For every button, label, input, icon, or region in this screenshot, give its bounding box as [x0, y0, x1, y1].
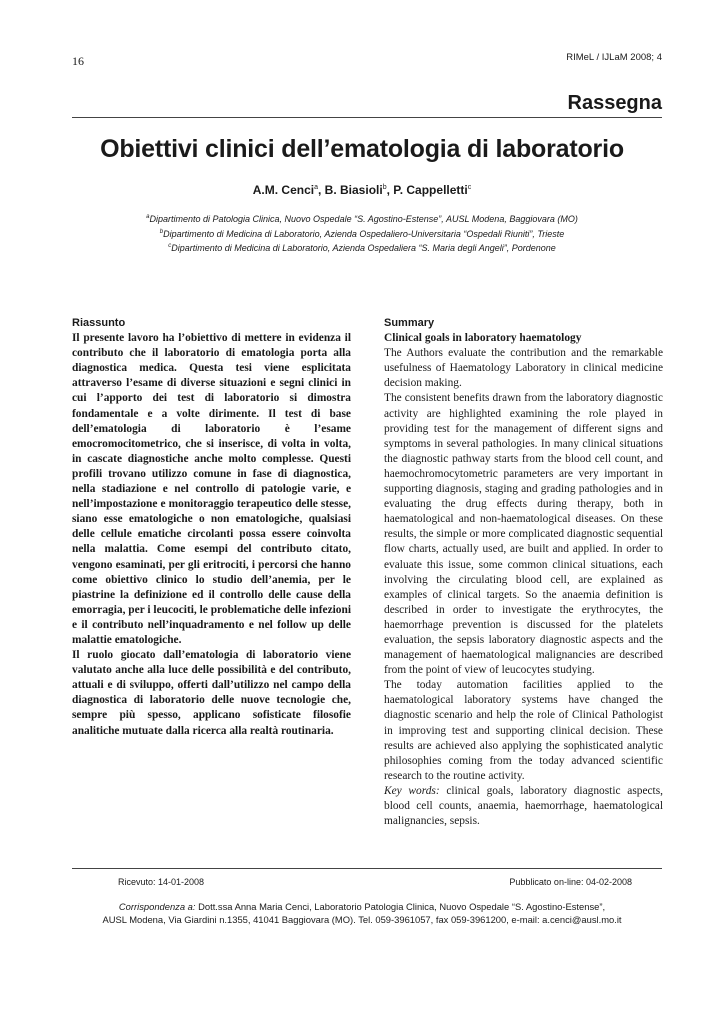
affiliation: [0, 240, 724, 255]
section-label: Rassegna: [567, 92, 662, 114]
author-separator: ,: [386, 183, 394, 197]
correspondence: [0, 901, 724, 926]
author-name: B. Biasioli: [324, 183, 383, 197]
correspondence-line: [0, 901, 724, 914]
correspondence-contact: AUSL Modena, Via Giardini n.1355, 41041 Baggiovara (MO). Tel. 059-3961057, fax 059-3961200, e-mail: a.cenci@ausl.mo.it: [102, 913, 622, 925]
affiliation-mark: b: [159, 228, 164, 235]
riassunto-column: [72, 316, 351, 739]
affiliation: [0, 226, 724, 241]
article-title: Obiettivi clinici dell’ematologia di laboratorio: [100, 135, 624, 163]
affiliation: [0, 211, 724, 226]
page-number: 16: [72, 54, 84, 68]
summary-column: [384, 316, 663, 829]
footer-rule: [72, 868, 662, 869]
author-separator: ,: [318, 183, 325, 197]
summary-paragraph: The Authors evaluate the contribution and the remarkable usefulness of Haematology Laboratory in clinical medicine decision making.: [384, 347, 663, 390]
author-affiliation-mark: a: [314, 184, 318, 191]
summary-heading: Summary: [384, 317, 435, 329]
keywords-label: Key words:: [384, 784, 440, 797]
correspondence-address: Dott.ssa Anna Maria Cenci, Laboratorio Patologia Clinica, Nuovo Ospedale “S. Agostino-Estense”,: [195, 901, 606, 912]
riassunto-paragraph: Il ruolo giocato dall’ematologia di laboratorio viene valutato anche alla luce delle possibilità e del contributo, attuali e di sviluppo, offerti dall’utilizzo nel campo della diagnostica di laboratorio delle nuove tecnologie che, sempre più spesso, applicano sofisticate filosofie analitiche mutuate dalla ricerca alla realtà routinaria.: [72, 649, 351, 737]
keywords-text: clinical goals, laboratory diagnostic aspects, blood cell counts, anaemia, haemorrhage, haematological malignancies, sepsis.: [384, 784, 663, 828]
affiliation-text: Dipartimento di Medicina di Laboratorio, Azienda Ospedaliera “S. Maria degli Angeli”, Pordenone: [171, 243, 556, 253]
riassunto-heading: Riassunto: [72, 317, 126, 329]
author-affiliation-mark: c: [467, 184, 472, 191]
author-name: A.M. Cenci: [252, 183, 315, 197]
published-date: Pubblicato on-line: 04-02-2008: [509, 877, 632, 887]
affiliation-text: Dipartimento di Patologia Clinica, Nuovo Ospedale “S. Agostino-Estense”, AUSL Modena, Baggiovara (MO): [149, 214, 578, 224]
summary-paragraph: The today automation facilities applied to the haematological laboratory systems have changed the diagnostic scenario and help the role of Clinical Pathologist in improving test and supporting clinical decision. These results are achieved also applying the sophisticated analytic philosophies coming from the today advanced scientific research to the routine activity.: [384, 679, 663, 782]
affiliation-text: Dipartimento di Medicina di Laboratorio, Azienda Ospedaliero-Universitaria “Ospedali Riuniti”, Trieste: [163, 228, 565, 239]
received-date: Ricevuto: 14-01-2008: [118, 877, 205, 887]
riassunto-paragraph: Il presente lavoro ha l’obiettivo di mettere in evidenza il contributo che il laboratorio di ematologia porta alla diagnostica medica. Questa tesi viene esplicitata attraverso l’esame di diverse situazioni e segni clinici in cui l’apporto dei test di laboratorio si dimostra fondamentale e a volte dirimente. Il test di base dell’ematologia di laboratorio è l’esame emocromocitometrico, che si inserisce, di volta in volta, in cascate diagnostiche anche molto complesse. Questi profili trovano utilizzo comune in fase di diagnostica, nella stadiazione e nel controllo di patologie varie, e nell’impostazione e monitoraggio terapeutico delle stesse, siano esse ematologiche o non ematologiche, qualsiasi delle cellule ematiche circolanti possa essere coinvolta nella malattia. Come esempi del contributo citato, vengono esaminati, per gli eritrociti, i percorsi che hanno come obiettivo clinico lo studio dell’anemia, per le piastrine la definizione ed il controllo delle cause della emorragia, per i leucociti, le problematiche delle infezioni e il contributo nell’inquadramento e nel follow up delle malattie ematologiche.: [72, 332, 351, 646]
header-rule: [72, 117, 662, 118]
summary-subtitle: Clinical goals in laboratory haematology: [384, 332, 582, 345]
author-name: P. Cappelletti: [393, 183, 468, 197]
correspondence-label: Corrispondenza a:: [118, 901, 196, 912]
affiliation-mark: a: [146, 214, 150, 220]
summary-paragraph: The consistent benefits drawn from the laboratory diagnostic activity are highlighted examining the role played in providing test for the management of different signs and symptoms in several pathologies. In many clinical situations the diagnostic pathway starts from the blood cell count, and haemochromocytometric parameters are very important in supporting diagnosis, staging and grading pathologies and in evaluating the drug effects during therapy, both in haematological and non-haematological diseases. On these results, the simple or more complicated diagnostic sequential flow charts, actually used, are built and applied. In order to evaluate this issue, some common clinical situations, each involving the circulating blood cell, are explained as examples of clinical targets. So the anaemia definition is described in order to investigate the erythrocytes, the haemorrhage prevention is discussed for the platelets evaluation, the sepsis laboratory diagnostic aspects and the management of haematological malignancies are described from the point of view of leucocytes studying.: [384, 392, 663, 677]
author-affiliation-mark: b: [382, 184, 387, 191]
affiliation-list: [0, 211, 724, 255]
affiliation-mark: c: [168, 243, 172, 249]
keywords: [384, 784, 663, 829]
journal-reference: RIMeL / IJLaM 2008; 4: [566, 52, 662, 63]
author-list: [0, 183, 724, 197]
